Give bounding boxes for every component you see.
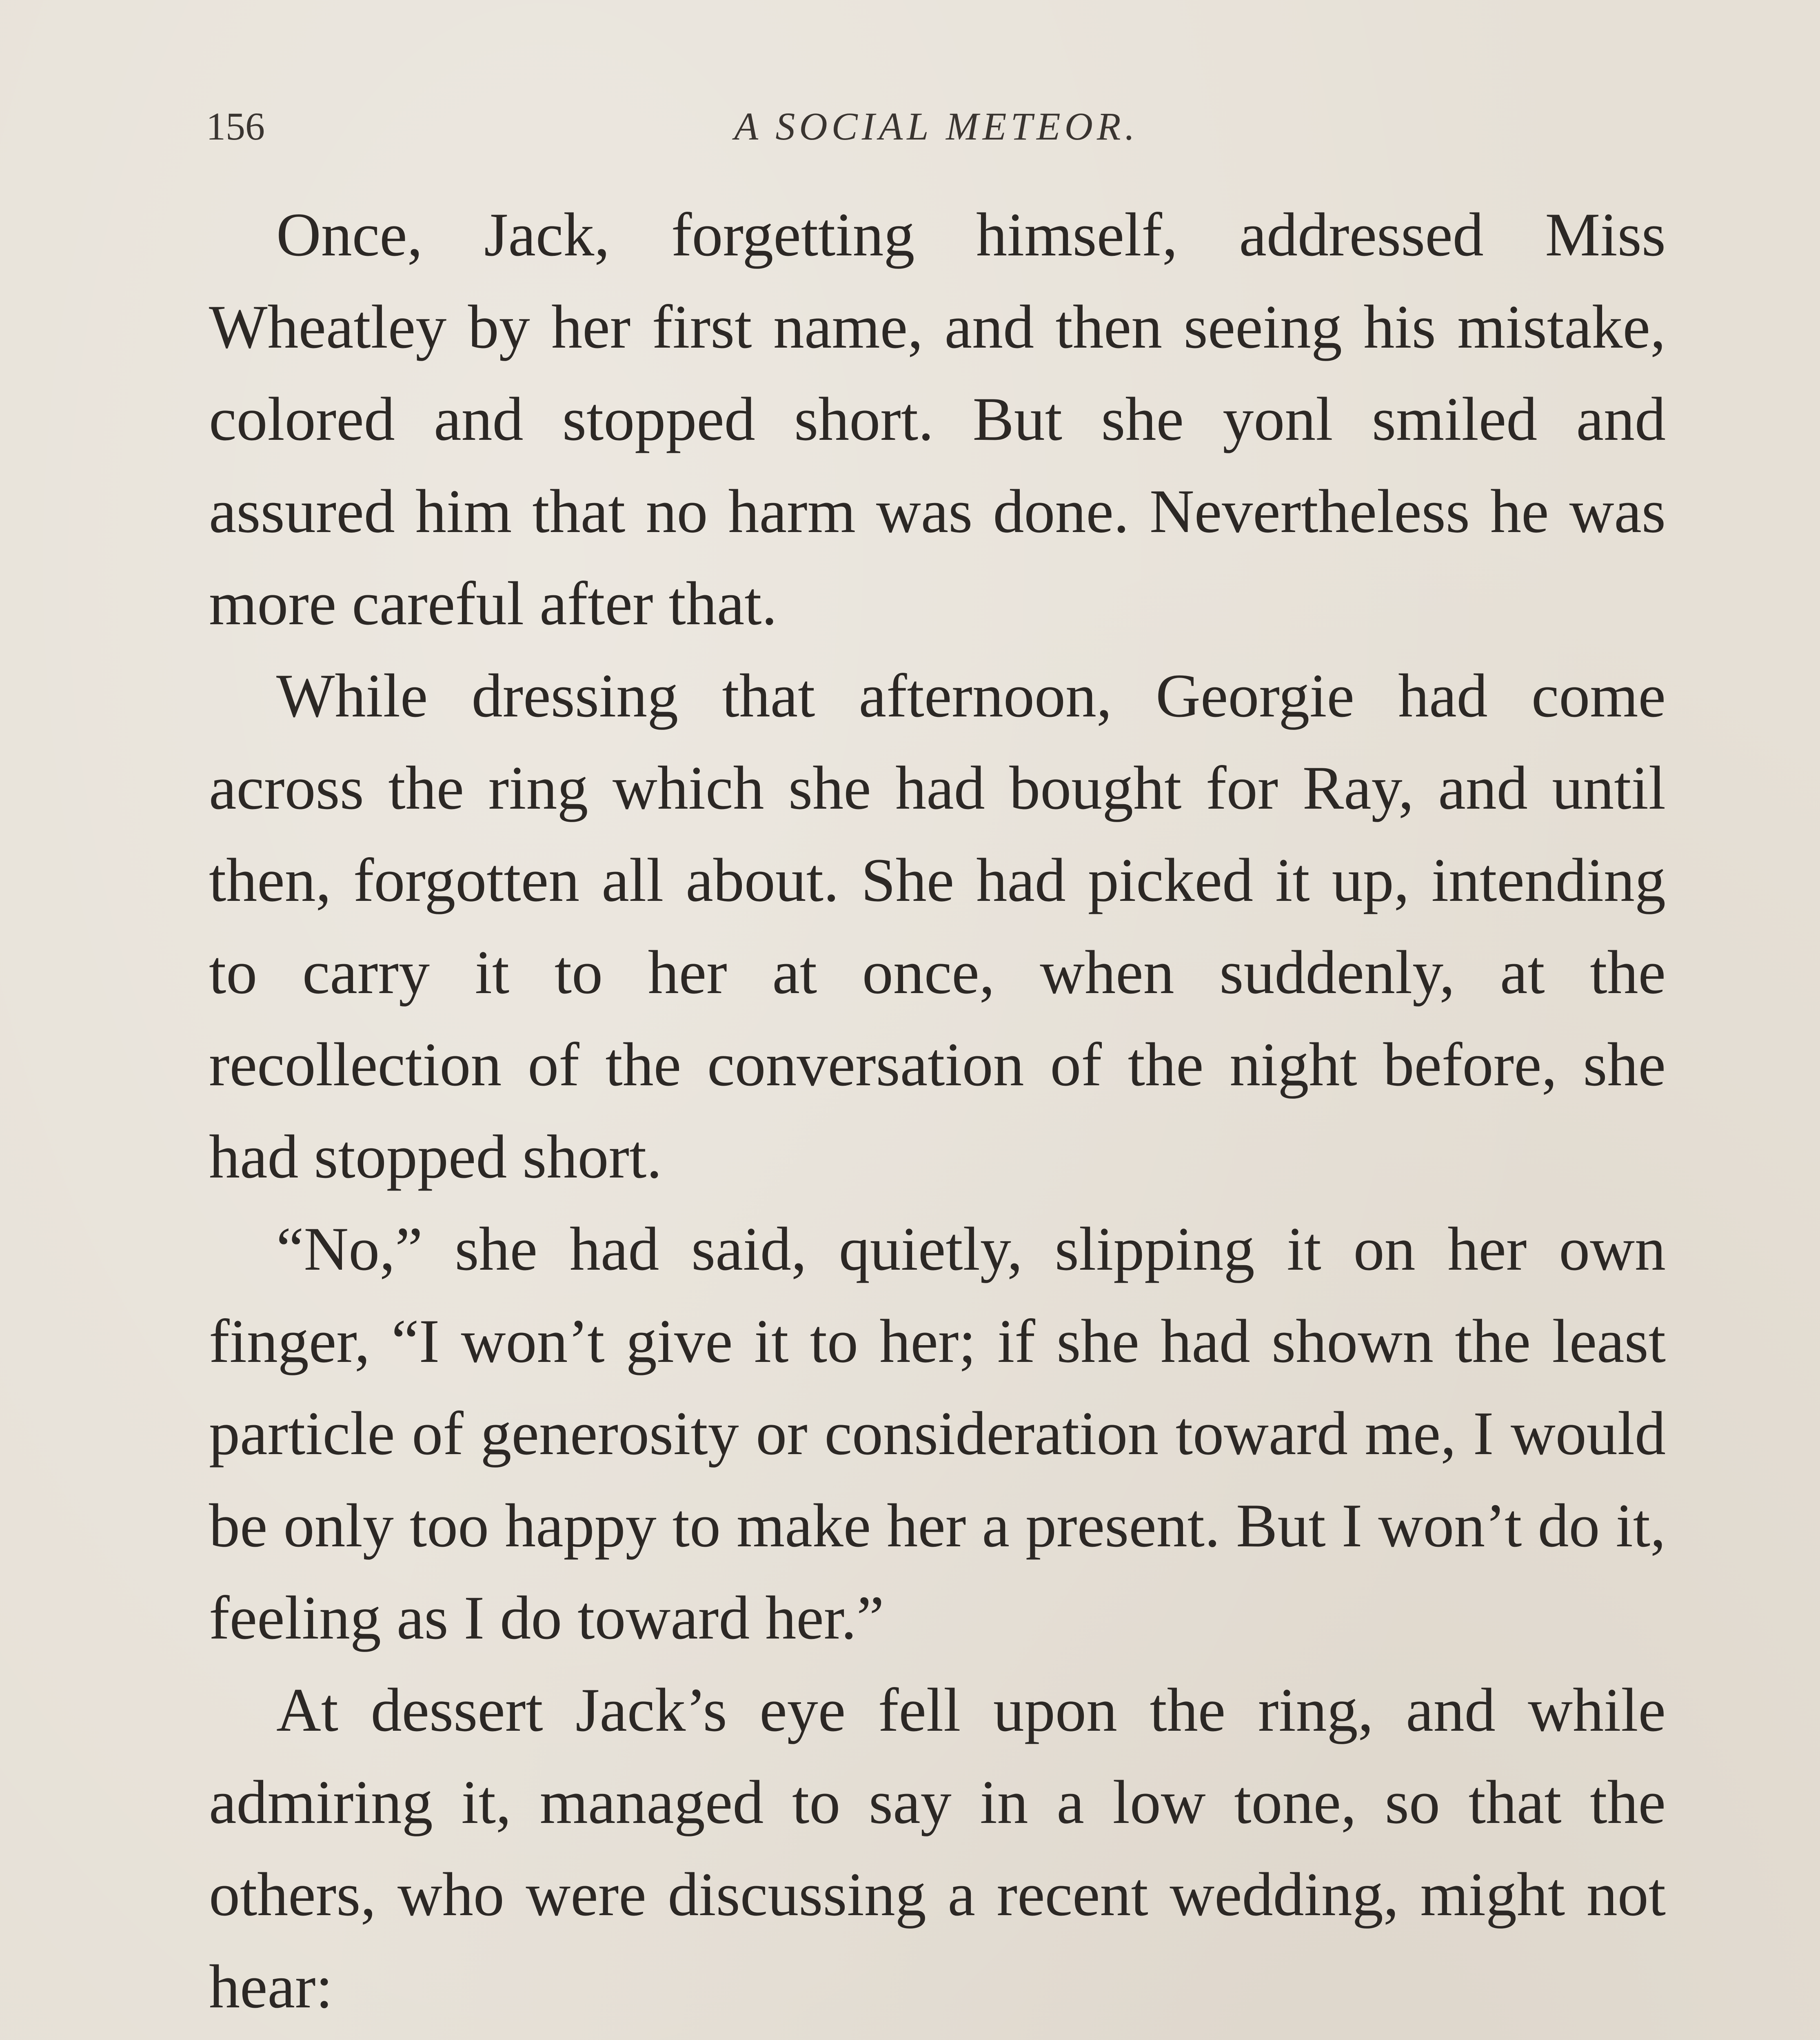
running-head: [206, 94, 1667, 159]
paragraph: [209, 650, 1666, 1203]
paragraph-text: While dressing that afternoon, Georgie had come across the ring which she had bought for Ray, and until then, forgotten all about. She had picked it up, intending to carry it to her at once, when suddenly, at the recollection of the conversation of the night before, she had stopped short.: [209, 661, 1666, 1191]
paragraph-text: “No,” she had said, quietly, slipping it on her own finger, “I won’t give it to her; if she had shown the least particle of generosity or consideration toward me, I would be only too happy to make her a present. But I won’t do it, feeling as I do toward her.”: [209, 1215, 1666, 1652]
paragraph-text: At dessert Jack’s eye fell upon the ring, and while admiring it, managed to say in a low tone, so that the others, who were discussing a recent wedding, might not hear:: [209, 1676, 1666, 2021]
page-number: 156: [206, 104, 265, 148]
paragraph: [209, 2033, 1666, 2040]
paragraph: [209, 1664, 1666, 2033]
running-title: A SOCIAL METEOR.: [734, 104, 1139, 148]
paragraph-text: Once, Jack, forgetting himself, addressed Miss Wheatley by her first name, and then seeing his mistake, colored and stopped short. But she yonl smiled and assured him that no harm was done. Nevertheless he was more careful after that.: [209, 200, 1666, 638]
body-text: [209, 188, 1666, 2040]
paragraph: [209, 188, 1666, 650]
paragraph: [209, 1203, 1666, 1664]
